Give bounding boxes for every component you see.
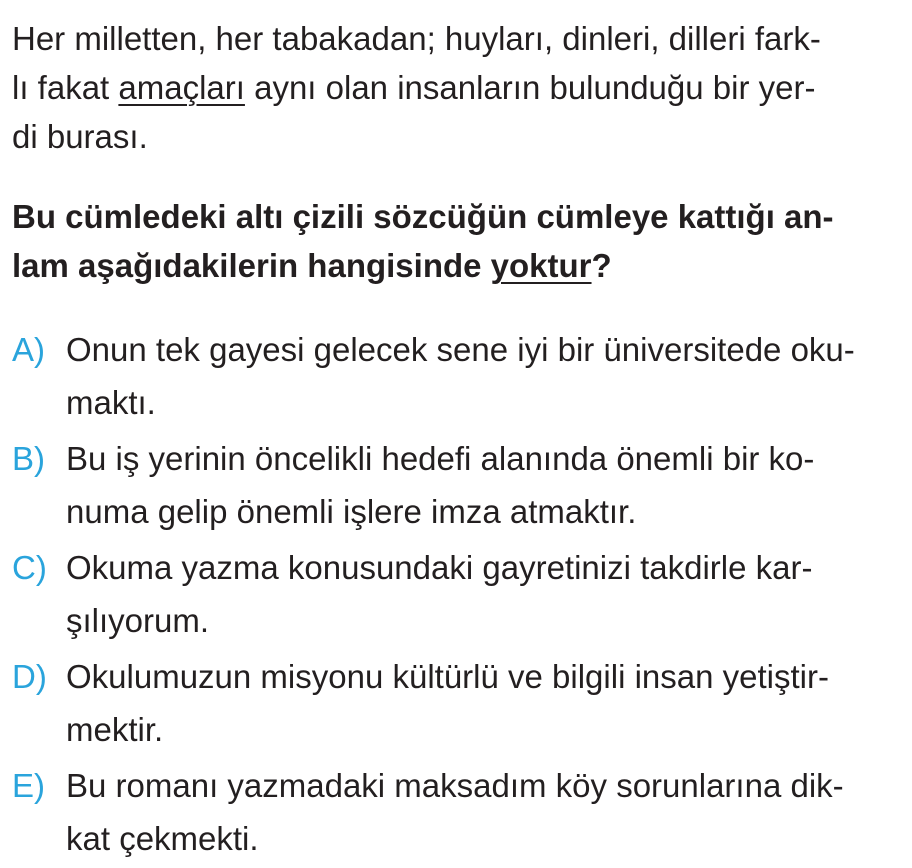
option-text: maktı. <box>66 384 156 421</box>
option-text: Bu iş yerinin öncelikli hedefi alanında önemli bir ko- <box>66 440 815 477</box>
answer-options <box>12 290 892 865</box>
prompt-line: Bu cümledeki altı çizili sözcüğün cümleye kattığı an- <box>12 198 834 235</box>
option-c[interactable] <box>12 541 892 647</box>
question-prompt <box>12 161 892 290</box>
option-text: kat çekmekti. <box>66 820 259 857</box>
option-letter: A) <box>12 331 45 368</box>
underlined-word: amaçları <box>118 69 245 106</box>
option-b[interactable] <box>12 432 892 538</box>
option-letter: B) <box>12 440 45 477</box>
option-a[interactable] <box>12 323 892 429</box>
option-text: numa gelip önemli işlere imza atmaktır. <box>66 493 637 530</box>
question-block <box>12 0 892 868</box>
stem-line: di burası. <box>12 118 148 155</box>
stem-line: Her milletten, her tabakadan; huyları, dinleri, dilleri fark- <box>12 20 821 57</box>
stem-text: lı fakat <box>12 69 119 106</box>
prompt-text: ? <box>591 247 612 284</box>
option-text: Okulumuzun misyonu kültürlü ve bilgili insan yetiştir- <box>66 658 829 695</box>
option-d[interactable] <box>12 650 892 756</box>
stem-line <box>12 63 892 112</box>
prompt-text: lam aşağıdakilerin hangisinde <box>12 247 491 284</box>
option-text: Onun tek gayesi gelecek sene iyi bir üniversitede oku- <box>66 331 855 368</box>
option-text: Bu romanı yazmadaki maksadım köy sorunlarına dik- <box>66 767 844 804</box>
question-stem <box>12 0 892 161</box>
option-e[interactable] <box>12 759 892 865</box>
option-text: şılıyorum. <box>66 602 210 639</box>
option-text: mektir. <box>66 711 164 748</box>
prompt-line <box>12 241 892 290</box>
option-letter: C) <box>12 549 47 586</box>
option-letter: E) <box>12 767 45 804</box>
underlined-negation: yoktur <box>490 247 592 284</box>
option-letter: D) <box>12 658 47 695</box>
stem-text: aynı olan insanların bulunduğu bir yer- <box>244 69 816 106</box>
option-text: Okuma yazma konusundaki gayretinizi takdirle kar- <box>66 549 813 586</box>
